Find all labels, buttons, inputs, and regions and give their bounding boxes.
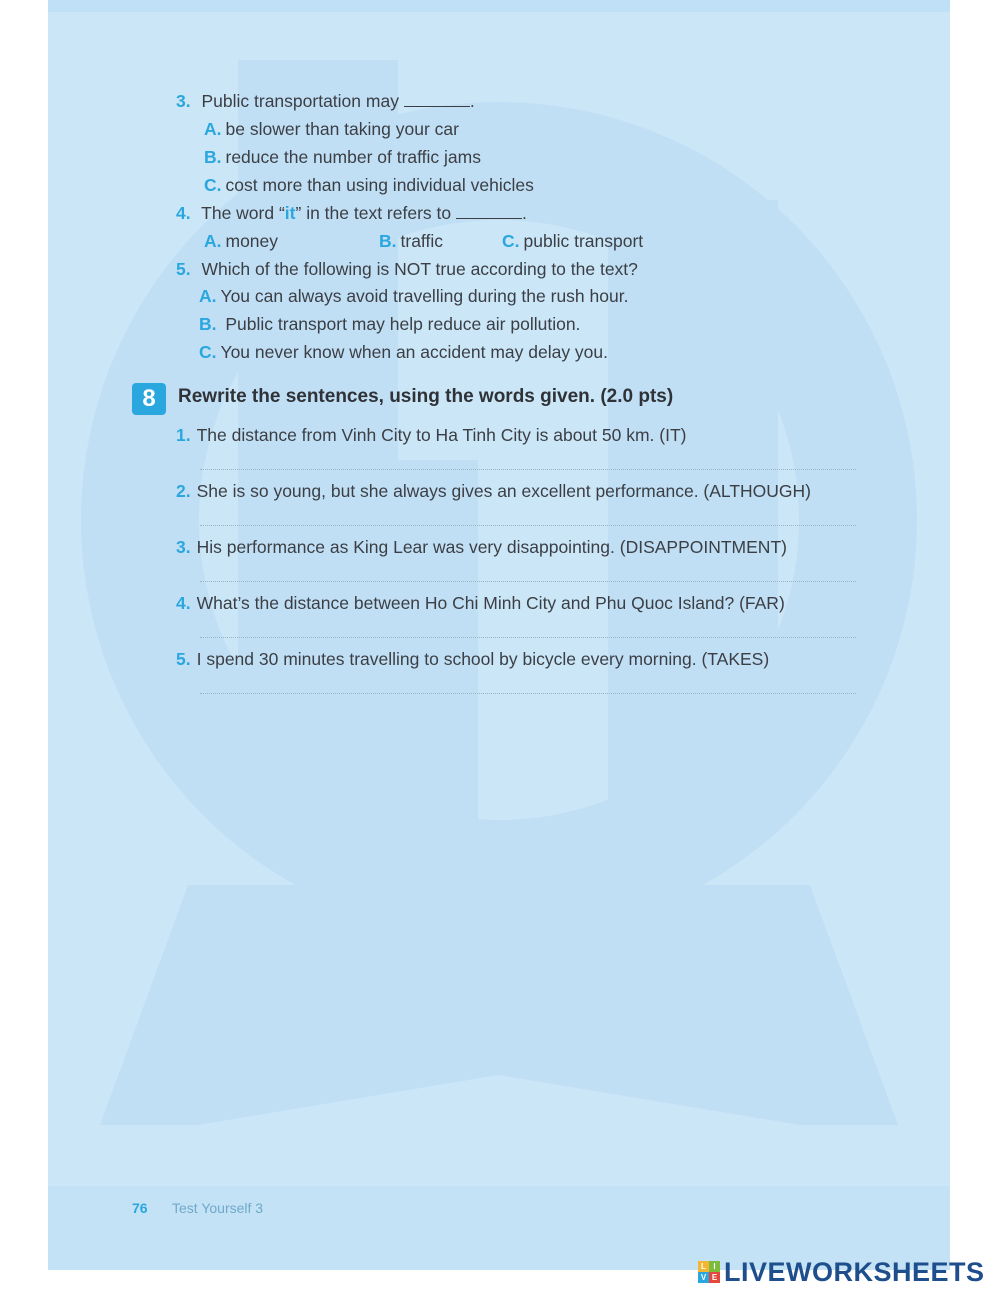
option-4a[interactable] — [204, 230, 278, 252]
question-keyword: it — [284, 203, 296, 223]
option-4c[interactable] — [502, 230, 643, 252]
answer-line-1[interactable] — [200, 469, 856, 470]
option-text: cost more than using individual vehicles — [225, 175, 534, 195]
question-number: 4. — [176, 203, 191, 223]
option-5c[interactable] — [199, 341, 608, 363]
section-number-badge: 8 — [132, 383, 166, 415]
item-text: The distance from Vinh City to Ha Tinh City is about 50 km. (IT) — [196, 425, 687, 445]
item-number: 1. — [176, 425, 191, 445]
option-text: You can always avoid travelling during the rush hour. — [220, 286, 629, 306]
item-number: 4. — [176, 593, 191, 613]
question-stem-end: . — [522, 203, 527, 223]
option-3c[interactable] — [204, 174, 534, 196]
item-number: 3. — [176, 537, 191, 557]
footer-section-title: Test Yourself 3 — [172, 1200, 264, 1216]
brand-letter: I — [709, 1261, 720, 1272]
rewrite-item-5 — [176, 648, 769, 670]
brand-letter: E — [709, 1272, 720, 1283]
option-letter: B. — [204, 147, 222, 167]
option-text: traffic — [400, 231, 443, 251]
option-5b[interactable] — [199, 313, 580, 335]
brand-blocks-icon — [698, 1261, 720, 1283]
option-text: You never know when an accident may delay you. — [220, 342, 609, 362]
answer-line-5[interactable] — [200, 693, 856, 694]
item-text: His performance as King Lear was very disappointing. (DISAPPOINTMENT) — [196, 537, 787, 557]
question-4 — [176, 202, 527, 224]
answer-blank[interactable] — [404, 92, 470, 107]
section-title: Rewrite the sentences, using the words given. (2.0 pts) — [178, 386, 674, 407]
rewrite-item-2 — [176, 480, 811, 502]
option-text: be slower than taking your car — [225, 119, 459, 139]
question-number: 5. — [176, 259, 191, 279]
question-stem: Public transportation may — [201, 91, 399, 111]
item-text: I spend 30 minutes travelling to school by bicycle every morning. (TAKES) — [196, 649, 770, 669]
option-letter: B. — [199, 314, 217, 334]
answer-line-4[interactable] — [200, 637, 856, 638]
option-text: Public transport may help reduce air pollution. — [220, 314, 581, 334]
option-text: money — [225, 231, 279, 251]
brand-name: LIVEWORKSHEETS — [724, 1256, 985, 1287]
answer-line-3[interactable] — [200, 581, 856, 582]
question-number: 3. — [176, 91, 191, 111]
option-4b[interactable] — [379, 230, 443, 252]
worksheet-page — [48, 0, 950, 1270]
liveworksheets-logo — [698, 1258, 985, 1286]
page-number: 76 — [132, 1200, 148, 1216]
option-5a[interactable] — [199, 285, 628, 307]
answer-line-2[interactable] — [200, 525, 856, 526]
rewrite-item-4 — [176, 592, 785, 614]
question-stem-mid: ” in the text refers to — [295, 203, 452, 223]
rewrite-item-3 — [176, 536, 787, 558]
option-letter: A. — [204, 119, 222, 139]
item-text: What’s the distance between Ho Chi Minh City and Phu Quoc Island? (FAR) — [196, 593, 785, 613]
option-3b[interactable] — [204, 146, 481, 168]
question-stem: Which of the following is NOT true according to the text? — [201, 259, 638, 279]
item-number: 5. — [176, 649, 191, 669]
option-letter: A. — [199, 286, 217, 306]
brand-letter: V — [698, 1272, 709, 1283]
item-number: 2. — [176, 481, 191, 501]
option-text: public transport — [523, 231, 644, 251]
question-stem-end: . — [469, 91, 475, 111]
option-letter: B. — [379, 231, 397, 251]
option-letter: C. — [502, 231, 520, 251]
option-letter: C. — [204, 175, 222, 195]
option-text: reduce the number of traffic jams — [225, 147, 481, 167]
item-text: She is so young, but she always gives an excellent performance. (ALTHOUGH) — [196, 481, 812, 501]
question-5 — [176, 258, 638, 280]
answer-blank[interactable] — [456, 204, 522, 219]
option-letter: A. — [204, 231, 222, 251]
brand-letter: L — [698, 1261, 709, 1272]
rewrite-item-1 — [176, 424, 686, 446]
question-stem: The word “ — [201, 203, 285, 223]
option-letter: C. — [199, 342, 217, 362]
question-3 — [176, 90, 475, 112]
option-3a[interactable] — [204, 118, 459, 140]
